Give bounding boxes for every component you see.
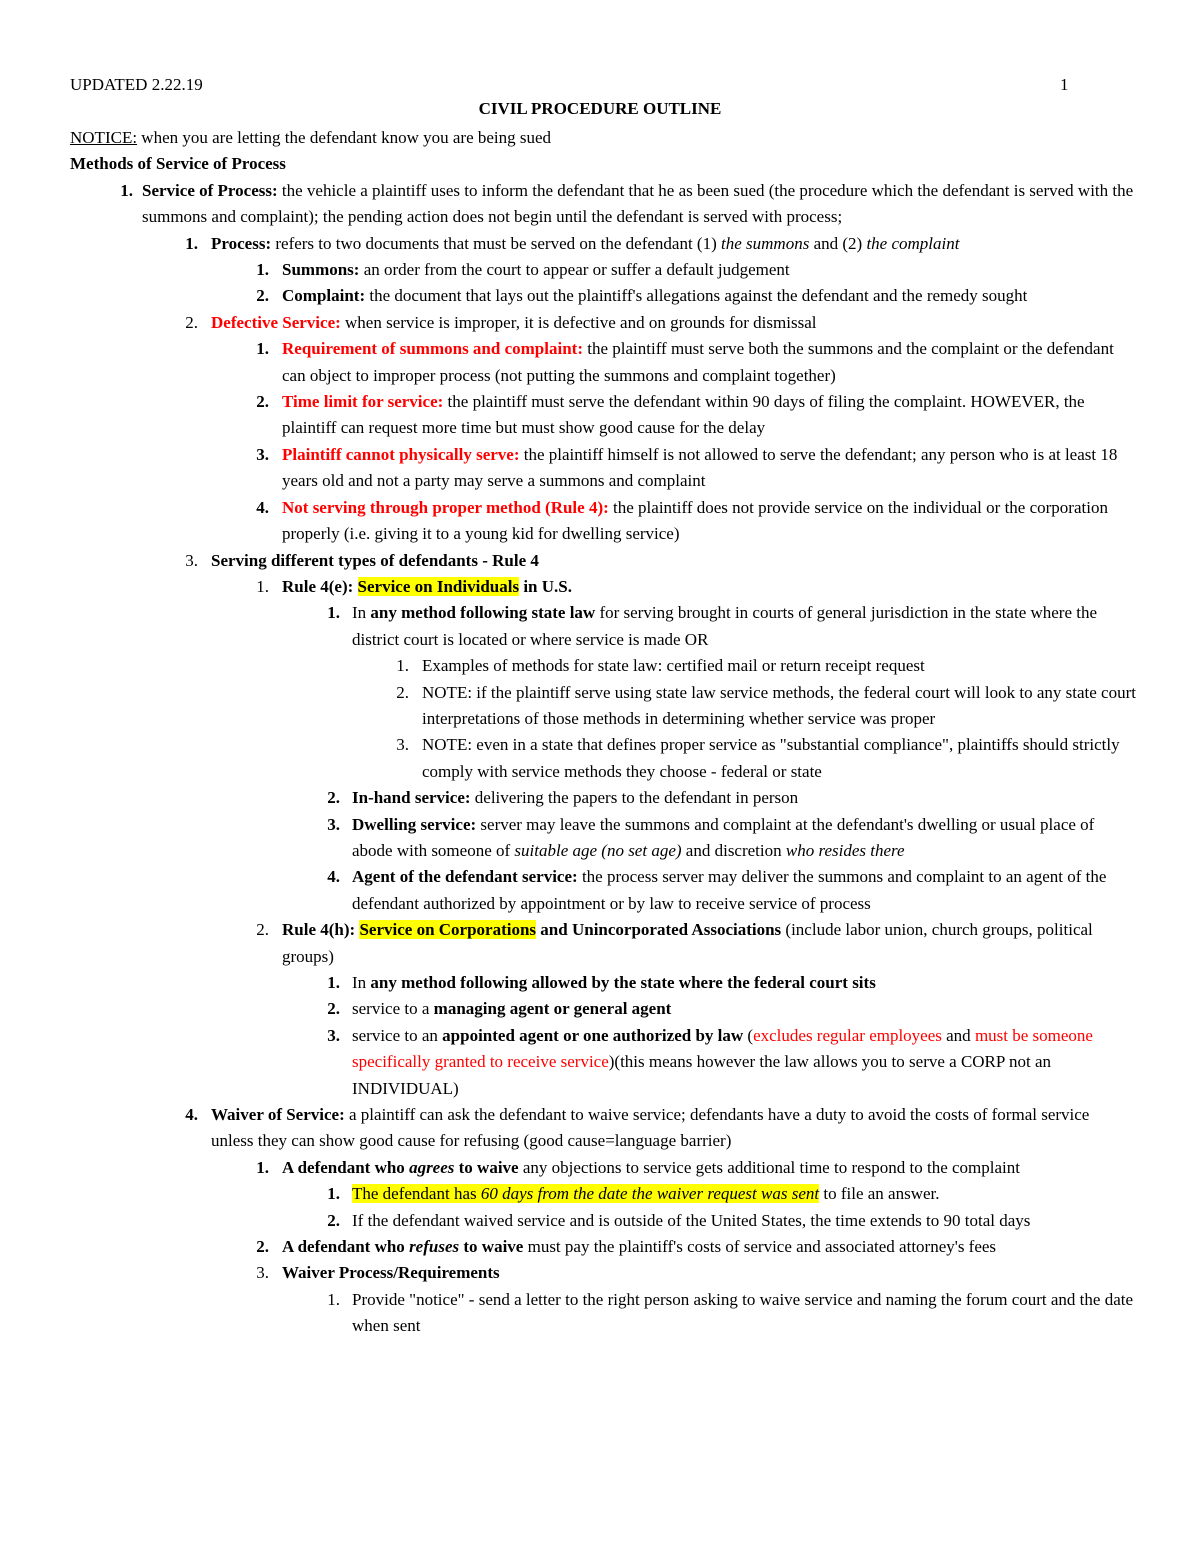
item-text: Examples of methods for state law: certified mail or return receipt request xyxy=(422,656,925,676)
item-number: 3. xyxy=(327,814,340,834)
item-label: Rule 4(e): xyxy=(282,576,358,596)
item-text: the document that lays out the plaintiff's allegations against the defendant and the remedy sought xyxy=(365,286,1028,306)
item-text: an order from the court to appear or suffer a default judgement xyxy=(359,260,790,280)
item-number: 3. xyxy=(256,1263,269,1283)
item-bold-text: and Unincorporated Associations xyxy=(536,920,782,940)
outline-item-rule-4h xyxy=(70,917,1136,970)
outline-item-agrees xyxy=(70,1155,1136,1181)
item-bold-italic-text: refuses xyxy=(409,1237,460,1257)
item-number: 4. xyxy=(256,497,269,517)
item-number: 3. xyxy=(185,550,198,570)
item-text: the vehicle a plaintiff uses to inform the defendant that he as been sued (the procedure which the defendant is served with the summons and complaint); the pending action does not begin until the defendant is served with process; xyxy=(142,180,1134,227)
item-text: must pay the plaintiff's costs of service and associated attorney's fees xyxy=(523,1237,997,1257)
item-text: the plaintiff must serve both the summons and the complaint or the defendant can object to improper process (not putting the summons and complaint together) xyxy=(282,339,1114,385)
item-label: Complaint: xyxy=(282,286,366,306)
outline-item-defective-service xyxy=(70,310,1136,336)
highlighted-text: Service on Corporations xyxy=(359,920,537,940)
item-text: in U.S. xyxy=(519,576,572,596)
highlighted-italic-text: 60 days from the date the waiver request was sent xyxy=(480,1184,820,1204)
item-bold-text: any method following allowed by the state where the federal court sits xyxy=(370,973,876,992)
document-title: CIVIL PROCEDURE OUTLINE xyxy=(478,99,722,118)
item-text: NOTE: if the plaintiff serve using state law service methods, the federal court will look to any state court interpretations of those methods in determining whether service was proper xyxy=(422,682,1136,728)
item-number: 1. xyxy=(256,1157,269,1177)
item-number: 2. xyxy=(327,999,340,1019)
outline-item-sixty-days xyxy=(70,1181,1136,1207)
item-text: In xyxy=(352,973,371,992)
item-text: ( xyxy=(743,1025,754,1045)
item-label: Service of Process: xyxy=(142,180,278,200)
outline-item-requirement xyxy=(70,336,1136,389)
highlighted-text: Service on Individuals xyxy=(357,576,520,596)
item-bold-text: A defendant who xyxy=(282,1237,410,1257)
item-number: 1. xyxy=(327,973,340,992)
outline-item-defendant-types xyxy=(70,548,1136,574)
item-number: 1. xyxy=(327,1289,340,1309)
item-text: and discretion xyxy=(681,840,786,860)
page-number: 1 xyxy=(1060,75,1069,94)
item-text: and (2) xyxy=(809,233,867,253)
item-text: the plaintiff does not provide service on the individual or the corporation properly (i.e. giving it to a young kid for dwelling service) xyxy=(282,497,1108,544)
item-label: Plaintiff cannot physically serve: xyxy=(282,444,520,464)
item-number: 4. xyxy=(327,867,340,887)
outline-item-summons xyxy=(70,257,1136,283)
notice-text: when you are letting the defendant know you are being sued xyxy=(137,128,552,147)
item-label: Requirement of summons and complaint: xyxy=(282,339,583,359)
highlighted-text: The defendant has xyxy=(352,1184,481,1204)
outline-item-provide-notice xyxy=(70,1287,1136,1340)
item-text: If the defendant waived service and is outside of the United States, the time extends to 90 total days xyxy=(352,1210,1031,1230)
outline-item-waiver xyxy=(70,1102,1136,1155)
item-italic-text: the complaint xyxy=(866,233,960,253)
item-text: the process server may deliver the summons and complaint to an agent of the defendant authorized by appointment or by law to receive service of process xyxy=(352,867,1107,913)
item-text: for serving brought in courts of general jurisdiction in the state where the district court is located or where service is made OR xyxy=(352,603,1098,649)
outline-item-refuses xyxy=(70,1234,1136,1260)
outline-item-in-hand xyxy=(70,785,1136,811)
item-text: service to a xyxy=(352,999,434,1019)
item-text: the plaintiff must serve the defendant within 90 days of filing the complaint. HOWEVER, the plaintiff can request more time but must show good cause for the delay xyxy=(282,392,1085,438)
item-number: 2. xyxy=(256,1237,269,1257)
item-number: 1. xyxy=(327,1184,340,1204)
item-number: 4. xyxy=(185,1105,198,1125)
item-number: 2. xyxy=(256,392,269,412)
outline-item-time-limit xyxy=(70,389,1136,442)
item-text: server may leave the summons and complaint at the defendant's dwelling or usual place of abode with someone of xyxy=(352,814,1095,860)
item-label: Defective Service: xyxy=(211,312,341,332)
item-bold-text: managing agent or general agent xyxy=(433,999,672,1019)
item-text: delivering the papers to the defendant in person xyxy=(470,788,799,808)
item-number: 3. xyxy=(327,1025,340,1045)
outline-item-agent xyxy=(70,864,1136,917)
item-number: 1. xyxy=(327,603,340,623)
outline-item-rule-4e xyxy=(70,574,1136,600)
outline-item-corp-appointed-agent xyxy=(70,1023,1136,1102)
item-italic-text: who resides there xyxy=(785,840,905,860)
item-label: Agent of the defendant service: xyxy=(352,867,578,887)
item-number: 2. xyxy=(256,286,269,306)
item-text: any objections to service gets additional time to respond to the complaint xyxy=(518,1157,1020,1177)
notice-label: NOTICE: xyxy=(70,128,138,147)
item-text: service to an xyxy=(352,1025,443,1045)
item-bold-text: A defendant who xyxy=(282,1157,410,1177)
outline-item-corp-state-method xyxy=(70,970,1136,996)
outline-item-corp-managing-agent xyxy=(70,996,1136,1022)
item-text: Provide "notice" - send a letter to the right person asking to waive service and naming the forum court and the date when sent xyxy=(352,1289,1134,1336)
item-label: Waiver Process/Requirements xyxy=(282,1263,500,1283)
item-number: 2. xyxy=(327,788,340,808)
item-text: a plaintiff can ask the defendant to waive service; defendants have a duty to avoid the costs of formal service unless they can show good cause for refusing (good cause=language barrier) xyxy=(211,1105,1090,1151)
item-bold-text: to waive xyxy=(454,1157,519,1177)
item-italic-text: suitable age (no set age) xyxy=(514,840,682,860)
outline-item-note-1 xyxy=(70,680,1136,733)
item-label: Dwelling service: xyxy=(352,814,477,834)
item-number: 3. xyxy=(256,444,269,464)
outline-item-service-of-process xyxy=(70,178,1136,231)
item-bold-text: any method following state law xyxy=(370,603,596,623)
item-number: 2. xyxy=(396,682,409,702)
item-label: Rule 4(h): xyxy=(282,920,360,940)
outline-item-proper-method xyxy=(70,495,1136,548)
item-label: Time limit for service: xyxy=(282,392,444,412)
item-label: Not serving through proper method (Rule 4): xyxy=(282,497,609,517)
item-number: 1. xyxy=(396,656,409,676)
item-number: 1. xyxy=(256,339,269,359)
item-red-text: excludes regular employees xyxy=(753,1025,942,1045)
item-text: refers to two documents that must be served on the defendant (1) xyxy=(271,233,722,253)
outline-item-physical-serve xyxy=(70,442,1136,495)
outline-item-state-law xyxy=(70,600,1136,653)
item-number: 2. xyxy=(256,920,269,940)
outline-item-process xyxy=(70,231,1136,257)
item-italic-text: the summons xyxy=(721,233,810,253)
item-text: the plaintiff himself is not allowed to serve the defendant; any person who is at least 18 years old and not a party may serve a summons and complaint xyxy=(282,444,1118,491)
item-text: and xyxy=(941,1025,975,1045)
item-text: NOTE: even in a state that defines proper service as "substantial compliance", plaintiffs should strictly comply with service methods they choose - federal or state xyxy=(422,735,1120,781)
item-label: Summons: xyxy=(282,260,360,280)
item-bold-text: to waive xyxy=(459,1237,524,1257)
item-number: 1. xyxy=(185,233,198,253)
outline-item-outside-us xyxy=(70,1208,1136,1234)
item-label: Process: xyxy=(211,233,272,253)
document-header-updated: UPDATED 2.22.19 xyxy=(70,75,203,94)
item-number: 2. xyxy=(327,1210,340,1230)
outline-item-dwelling xyxy=(70,812,1136,865)
item-number: 1. xyxy=(256,260,269,280)
outline-body xyxy=(70,125,1136,1340)
item-label: In-hand service: xyxy=(352,788,471,808)
item-text: when service is improper, it is defective and on grounds for dismissal xyxy=(340,312,817,332)
item-number: 2. xyxy=(185,312,198,332)
item-text: to file an answer. xyxy=(819,1184,940,1204)
outline-item-examples xyxy=(70,653,1136,679)
outline-item-complaint xyxy=(70,283,1136,309)
item-label: Waiver of Service: xyxy=(211,1105,345,1125)
item-text: In xyxy=(352,603,371,623)
outline-item-note-2 xyxy=(70,732,1136,785)
section-heading: Methods of Service of Process xyxy=(70,154,286,174)
item-red-text: must be someone specifically granted to receive service xyxy=(352,1025,1093,1072)
item-bold-text: appointed agent or one authorized by law xyxy=(442,1025,744,1045)
item-number: 1. xyxy=(120,180,133,200)
item-text: (include labor union, church groups, political groups) xyxy=(282,920,1093,966)
item-bold-italic-text: agrees xyxy=(409,1157,455,1177)
item-text: )(this means however the law allows you to serve a CORP not an INDIVIDUAL) xyxy=(352,1052,1051,1098)
item-label: Serving different types of defendants - Rule 4 xyxy=(211,550,539,570)
item-number: 3. xyxy=(396,735,409,755)
item-number: 1. xyxy=(256,576,269,596)
notice-line xyxy=(70,125,1136,151)
outline-item-waiver-process xyxy=(70,1260,1136,1286)
